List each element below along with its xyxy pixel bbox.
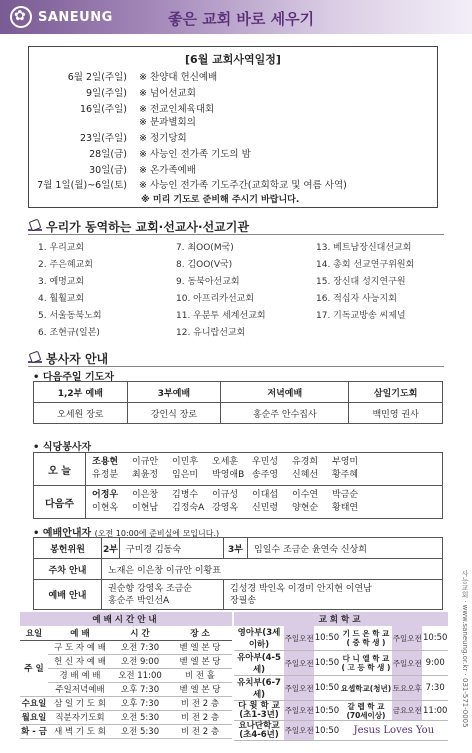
table-row: 봉헌위원 2부 구미경 김동숙 3부 임일수 조금순 윤연숙 신상희 [34, 538, 443, 559]
page-header [0, 0, 472, 34]
bible-icon [28, 351, 42, 363]
page-title: 좋은 교회 바로 세우기 [168, 10, 315, 28]
table-row [34, 486, 443, 519]
row-label: 다음주 [34, 486, 86, 519]
divider [28, 234, 444, 235]
table-cell: 조용현 이규안 이민후 오세훈 우민성 유경희 부영미 유정분 최윤정 임은미 박영애B 송주영 신혜선 황주혜 [86, 453, 443, 486]
missions-col-2 [176, 240, 316, 342]
worship-times-title: 예배시간안내 [20, 612, 232, 626]
schedule-box: [6월 교회사역일정] 6월 2일(주일) ※ 찬양대 헌신예배 9일(주일) ※ 넘어선교회 16일(주일) ※ 전교인체육대회 ※ 분과별회의 23일(주일) ※ 정기당회 28일(금) ※ 사능인 전가족 기도의 밤 30일(금) ※ 온가족예배 7월 1일(월)~6일(토) ※ 사능인 전가족 기도주간(교회학교 및 여름 사역) ※ 미리 기도로 준비해 주시기 바랍니다. [28, 46, 438, 208]
table-row: 주차 안내 노재은 이은창 이규안 이황표 [34, 559, 443, 580]
missions-col-1 [38, 240, 168, 342]
jesus-loves-you: Jesus Loves You [340, 721, 448, 741]
church-school-table: 교회학교 영아부(3세이하) 주일오전 10:50 기 드 온 학 교 ( 중 학 생 ) 주일오전 10:50 유아부(4-5세) 주일오전 10:50 다 니 엘 학 교 ( 고 등 학 생 ) 주일오전 9:00 유치부(6-7세) 주일오전 10:50 요셉학교(청년) 토요오후 7:30 다 윗 학 교 (초1-3년) 주일오전 10:50 갈 렙 학 교 (70세이상) 금요오전 11:00 요나단학교 (초4-6년) 주일오전 10:50 Jesus Loves You [234, 612, 448, 741]
missions-col-3 [316, 240, 456, 325]
brand-name: SANEUNG [38, 10, 113, 25]
worship-times-table: 예배시간안내 요일 예 배 시 간 장 소 주 일 구 도 자 예 배 오전 7:30 벧 엘 본 당 헌 신 자 예 배 오전 9:00 벧 엘 본 당 경 배 예 배 오전 11:00 비 전 홀 주일저녁예배 오후 7:30 벧 엘 본 당 수요일 삼 일 기 도 회 오후 7:30 비 전 2 층 월요일 직분자기도회 오전 5:30 비 전 2 층 화 - 금 새 벽 기 도 회 오전 5:30 비 전 2 층 [20, 612, 232, 739]
table-cell: 어정우 이은창 김병수 이규성 이대섭 이수연 박금순 이현옥 이현남 김정숙A 강영옥 신민령 양현순 황태연 [86, 486, 443, 519]
list-item: 8. 김OO(V국) [176, 260, 233, 270]
prayer-subtitle: • 다음주일 기도자 [33, 372, 114, 383]
table-header: 저녁예배 [221, 382, 349, 403]
table-cell: 홍순주 안수집사 [221, 403, 349, 424]
list-item: 11. 우분투 세계선교회 [176, 311, 266, 321]
bible-icon [28, 219, 42, 231]
table-header: 1,2부 예배 [34, 382, 128, 403]
list-item: 17. 기독교방송 씨제널 [316, 311, 406, 321]
list-item: 2. 주은혜교회 [38, 260, 93, 270]
table-cell: 강인식 장로 [127, 403, 221, 424]
prayer-table [33, 381, 443, 424]
meal-table [33, 452, 443, 519]
list-item: 3. 예명교회 [38, 277, 85, 287]
list-item: 16. 적십자 사능지회 [316, 294, 397, 304]
schedule-title: [6월 교회사역일정] [185, 53, 281, 66]
list-item: 9. 동북아선교회 [176, 277, 240, 287]
list-item: 5. 서울동북노회 [38, 311, 102, 321]
church-school-title: 교회학교 [234, 612, 448, 626]
usher-table [33, 537, 443, 610]
list-item: 10. 아프리카선교회 [176, 294, 255, 304]
vertical-footer: 사능교회 · www.saneung.or.kr · 031-571-0005 [461, 570, 469, 728]
table-cell: 백민영 권사 [349, 403, 443, 424]
list-item: 13. 베트남장신대선교회 [316, 243, 412, 253]
table-header: 삼일기도회 [349, 382, 443, 403]
list-item: 14. 총회 선교연구위원회 [316, 260, 415, 270]
list-item: 6. 조현규(일본) [38, 328, 100, 338]
row-label: 오 늘 [34, 453, 86, 486]
usher-subtitle: • 예배안내자 (오전 10:00에 준비실에 모입니다.) [33, 528, 220, 539]
list-item: 7. 최OO(M국) [176, 243, 234, 253]
table-row: 예배 안내 권순향 강영옥 조금순 홍순주 박인선A 김성경 박인옥 이경미 안지현 이연남 장필송 [34, 580, 443, 610]
meal-subtitle: • 식당봉사자 [33, 442, 92, 453]
list-item: 1. 우리교회 [38, 243, 85, 253]
divider [28, 366, 444, 367]
table-header: 3부예배 [127, 382, 221, 403]
table-cell: 오세원 장로 [34, 403, 128, 424]
missions-title: 우리가 동역하는 교회·선교사·선교기관 [28, 218, 249, 235]
table-row [34, 453, 443, 486]
list-item: 4. 훨훨교회 [38, 294, 85, 304]
church-logo-icon [10, 6, 32, 28]
schedule-note: ※ 미리 기도로 준비해 주시기 바랍니다. [141, 195, 300, 205]
list-item: 12. 유니랍선교회 [176, 328, 246, 338]
list-item: 15. 장신대 성지연구원 [316, 277, 406, 287]
volunteers-title: 봉사자 안내 [28, 350, 108, 367]
